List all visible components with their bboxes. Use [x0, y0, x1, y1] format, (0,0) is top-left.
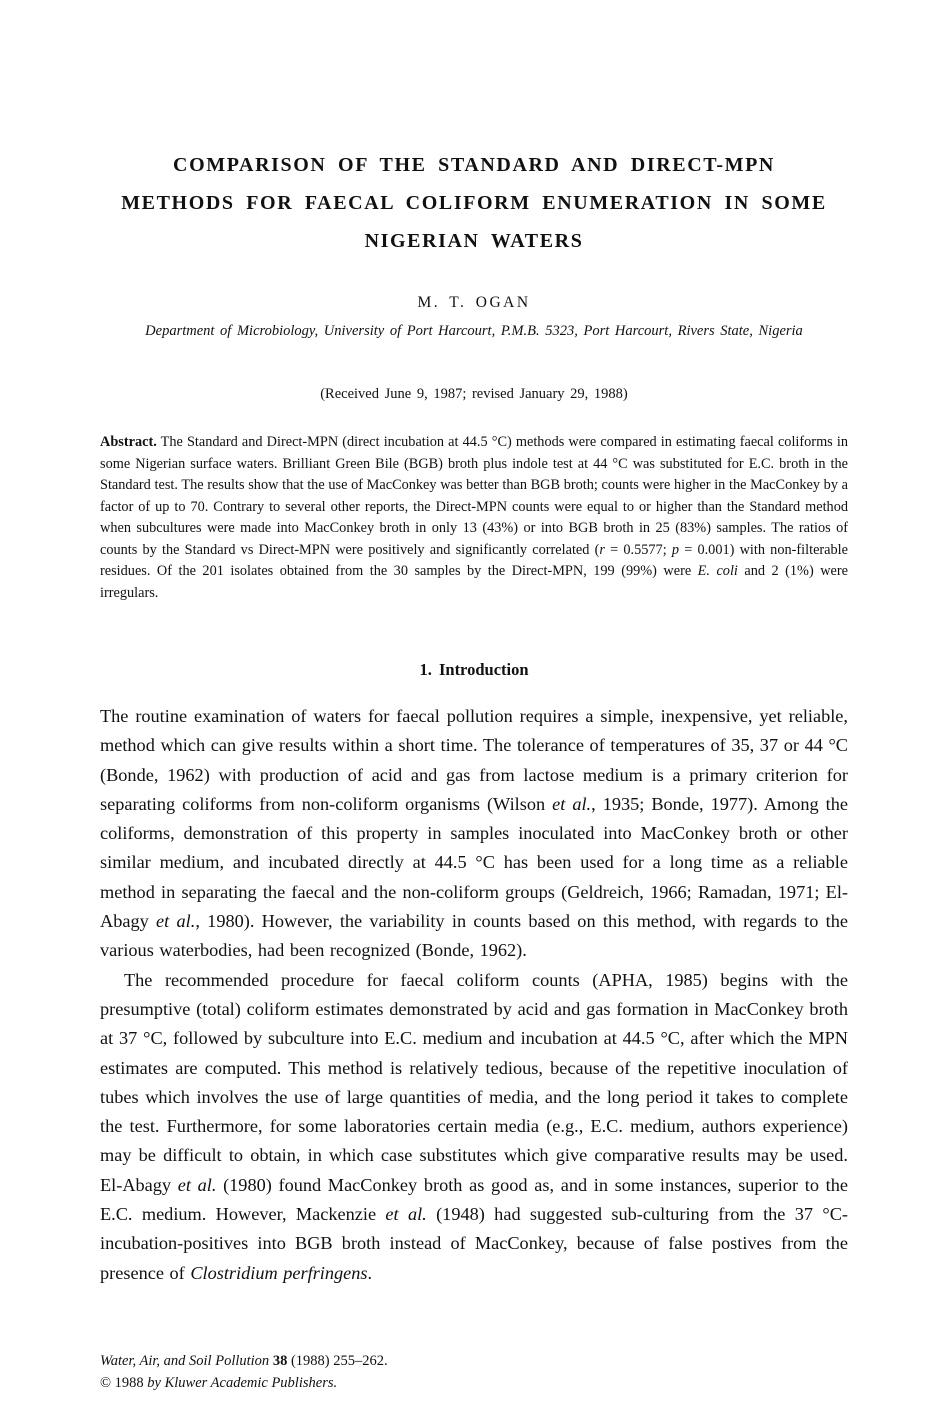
intro-paragraph-1: The routine examination of waters for faecal pollution requires a simple, inexpensive, yet reliable, method which can give results within a short time. The tolerance of temperatures of 35, 37 or 44 °C (Bonde, 1962) with production of acid and gas from lactose medium is a primary criterion for separating coliforms from non-coliform organisms (Wilson et al., 1935; Bonde, 1977). Among the coliforms, demonstration of this property in samples inoculated into MacConkey broth or other similar medium, and incubated directly at 44.5 °C has been used for a long time as a reliable method in separating the faecal and the non-coliform groups (Geldreich, 1966; Ramadan, 1971; El-Abagy et al., 1980). However, the variability in counts based on this method, with regards to the various waterbodies, had been recognized (Bonde, 1962). — [100, 706, 848, 961]
section-heading-introduction: 1. Introduction — [419, 660, 529, 679]
title-line-1: COMPARISON OF THE STANDARD AND DIRECT-MPN — [173, 154, 775, 176]
abstract-paragraph: Abstract. The Standard and Direct-MPN (direct incubation at 44.5 °C) methods were compared in estimating faecal coliforms in some Nigerian surface waters. Brilliant Green Bile (BGB) broth plus indole test at 44 °C was substituted for E.C. broth in the Standard test. The results show that the use of MacConkey was better than BGB broth; counts were higher in the MacConkey by a factor of up to 70. Contrary to several other reports, the Direct-MPN counts were equal to or higher than the Standard method when subcultures were made into MacConkey broth in only 13 (43%) or into BGB broth in 25 (83%) samples. The ratios of counts by the Standard vs Direct-MPN were positively and significantly correlated (r = 0.5577; p = 0.001) with non-filterable residues. Of the 201 isolates obtained from the 30 samples by the Direct-MPN, 199 (99%) were E. coli and 2 (1%) were irregulars. — [100, 434, 848, 601]
footer-copyright: © 1988 by Kluwer Academic Publishers. — [100, 1375, 338, 1391]
page-footer — [100, 1350, 848, 1394]
introduction-body — [100, 702, 848, 1288]
author-name: M. T. OGAN — [417, 294, 531, 311]
received-dates-note: (Received June 9, 1987; revised January 29, 1988) — [320, 386, 628, 402]
title-line-3: NIGERIAN WATERS — [364, 230, 584, 252]
intro-paragraph-2: The recommended procedure for faecal coliform counts (APHA, 1985) begins with the presumptive (total) coliform estimates demonstrated by acid and gas formation in MacConkey broth at 37 °C, followed by subculture into E.C. medium and incubation at 44.5 °C, after which the MPN estimates are computed. This method is relatively tedious, because of the repetitive inoculation of tubes which involves the use of large quantities of media, and the long period it takes to complete the test. Furthermore, for some laboratories certain media (e.g., E.C. medium, authors experience) may be difficult to obtain, in which case substitutes which give comparative results may be used. El-Abagy et al. (1980) found MacConkey broth as good as, and in some instances, superior to the E.C. medium. However, Mackenzie et al. (1948) had suggested sub-culturing from the 37 °C-incubation-positives into BGB broth instead of MacConkey, because of false postives from the presence of Clostridium perfringens. — [100, 969, 848, 1283]
page-title — [100, 0, 848, 260]
footer-journal-citation: Water, Air, and Soil Pollution 38 (1988) 255–262. — [100, 1353, 388, 1369]
author-affiliation: Department of Microbiology, University of Port Harcourt, P.M.B. 5323, Port Harcourt, Rivers State, Nigeria — [145, 323, 803, 339]
title-line-2: METHODS FOR FAECAL COLIFORM ENUMERATION IN SOME — [121, 192, 827, 214]
